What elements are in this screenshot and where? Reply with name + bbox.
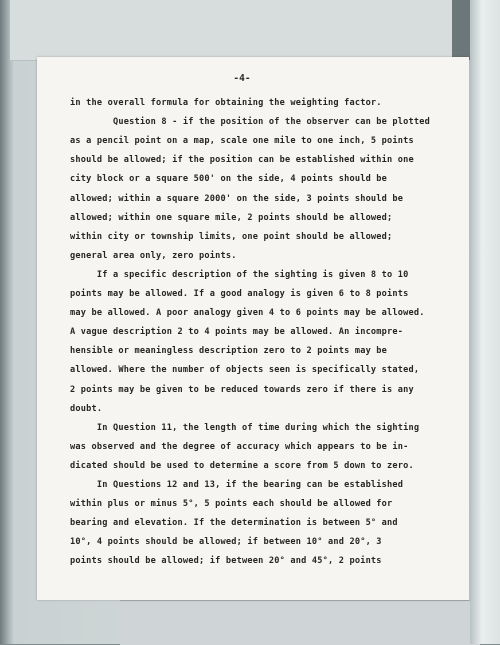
document-page [37,57,469,600]
text-line: doubt. [70,403,103,414]
text-line: allowed; within a square 2000' on the side, 3 points should be [70,193,404,204]
text-line: In Question 11, the length of time during which the sighting [70,422,420,433]
text-line: 10°, 4 points should be allowed; if between 10° and 20°, 3 [70,537,382,548]
underlying-sheet-bottom [120,600,480,645]
scan-edge-shadow [452,0,470,60]
text-line: allowed. Where the number of objects seen is specifically stated, [70,365,420,376]
text-line: was observed and the degree of accuracy which appears to be in- [70,441,409,452]
text-line: In Questions 12 and 13, if the bearing can be established [70,480,404,490]
text-line: hensible or meaningless description zero to 2 points may be [70,346,388,357]
text-line: A vague description 2 to 4 points may be allowed. An incompre- [70,327,404,338]
text-line: points should be allowed; if between 20° and 45°, 2 points [70,556,382,567]
text-line: allowed; within one square mile, 2 points should be allowed; [70,212,393,223]
text-line: as a pencil point on a map, scale one mile to one inch, 5 points [70,136,414,147]
text-line: Question 8 - if the position of the observer can be plotted [70,117,431,128]
text-line: bearing and elevation. If the determination is between 5° and [70,518,398,529]
text-line: may be allowed. A poor analogy given 4 to 6 points may be allowed. [70,308,425,319]
text-line: within plus or minus 5°, 5 points each should be allowed for [70,499,393,510]
text-line: 2 points may be given to be reduced towards zero if there is any [70,384,414,395]
text-line: general area only, zero points. [70,250,237,261]
scan-edge-strip [470,0,500,644]
text-line: in the overall formula for obtaining the weighting factor. [70,98,382,108]
text-line: dicated should be used to determine a score from 5 down to zero. [70,460,414,471]
text-line: If a specific description of the sighting is given 8 to 10 [70,269,409,280]
text-line: within city or township limits, one point should be allowed; [70,231,393,242]
underlying-sheet-top [10,0,465,61]
page-number: -4- [233,73,251,84]
text-line: points may be allowed. If a good analogy is given 6 to 8 points [70,289,409,299]
text-line: city block or a square 500' on the side, 4 points should be [70,174,388,185]
text-line: should be allowed; if the position can be established within one [70,155,414,166]
